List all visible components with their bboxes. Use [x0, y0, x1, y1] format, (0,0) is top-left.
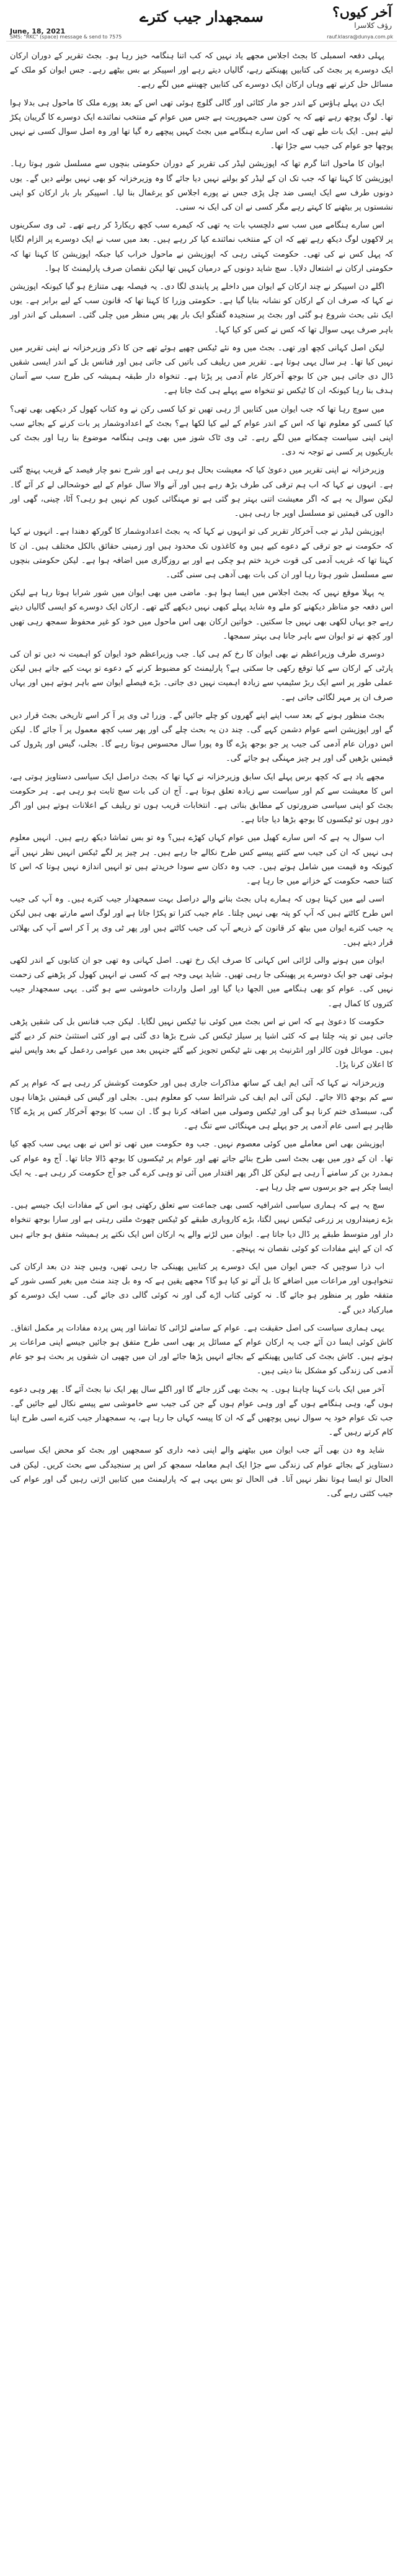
- article-paragraph: اپوزیشن بھی اس معاملے میں کوئی معصوم نہیں۔ جب وہ حکومت میں تھی تو اس نے بھی یہی سب کچھ کیا تھا۔ ان کے دور میں بھی بجٹ اسی طرح بنائے جاتے تھے اور عوام پر ٹیکسوں کا بوجھ ڈالا جاتا تھا۔ آج وہ عوام کی ہمدرد بن کر سامنے آ رہی ہے لیکن کل اگر پھر اقتدار میں آئی تو وہی کرے گی جو آج حکومت کر رہی ہے۔ یہ ایک ایسا چکر ہے جو برسوں سے چل رہا ہے۔: [10, 1140, 393, 1193]
- article-paragraph: اب ذرا سوچیں کہ جس ایوان میں ایک دوسرے پر کتابیں پھینکی جا رہی تھیں، وہیں چند دن بعد ارکان کی تنخواہوں اور مراعات میں اضافے کا بل آئے تو کیا ہو گا؟ مجھے یقین ہے کہ وہ بل چند منٹ میں بغیر کسی شور کے متفقہ طور پر منظور ہو جائے گا۔ نہ کوئی کتاب اڑے گی اور نہ کوئی گالی دی جائے گی۔ سب ایک دوسرے کو مبارکباد دیں گے۔: [10, 1262, 393, 1315]
- article-paragraph: پہلی دفعہ اسمبلی کا بجٹ اجلاس مجھے یاد نہیں کہ کب اتنا ہنگامہ خیز رہا ہو۔ بجٹ تقریر کے دوران ارکان ایک دوسرے پر بجٹ کی کتابیں پھینکتے رہے، گالیاں دیتے رہے اور اسپیکر بے بس بیٹھے رہے۔ جس ایوان کو ملک کے مسائل حل کرنے تھے وہاں ارکان ایک دوسرے کی کتابیں چھیننے میں لگے رہے۔: [10, 51, 393, 90]
- article-paragraph: حکومت کا دعویٰ ہے کہ اس نے اس بجٹ میں کوئی نیا ٹیکس نہیں لگایا۔ لیکن جب فنانس بل کی شقیں پڑھی جاتی ہیں تو پتہ چلتا ہے کہ کئی اشیا پر سیلز ٹیکس کی شرح بڑھا دی گئی ہے اور کئی استثنیٰ ختم کر دیے گئے ہیں۔ موبائل فون کالز اور انٹرنیٹ پر بھی نئے ٹیکس تجویز کیے گئے جنہیں بعد میں عوامی ردعمل کے بعد واپس لینے کا اعلان کرنا پڑا۔: [10, 1017, 393, 1070]
- article-paragraph: اب سوال یہ ہے کہ اس سارے کھیل میں عوام کہاں کھڑے ہیں؟ وہ تو بس تماشا دیکھ رہے ہیں۔ انہیں معلوم ہی نہیں کہ ان کی جیب سے کتنے پیسے کس طرح نکالے جا رہے ہیں۔ ہر چیز پر لگے ٹیکس انہیں نظر نہیں آتے کیونکہ وہ قیمت میں شامل ہوتے ہیں۔ جب وہ دکان سے سودا خریدتے ہیں تو انہیں اندازہ نہیں ہوتا کہ اس کا کتنا حصہ حکومت کے خزانے میں جا رہا ہے۔: [10, 833, 393, 886]
- article-paragraph: ایوان کا ماحول اتنا گرم تھا کہ اپوزیشن لیڈر کی تقریر کے دوران حکومتی بنچوں سے مسلسل شور ہوتا رہا۔ اپوزیشن کا کہنا تھا کہ جب تک ان کے لیڈر کو بولنے نہیں دیا جائے گا وہ وزیرخزانہ کو بھی نہیں بولنے دیں گے۔ یوں دونوں طرف سے ایک ایسی ضد چل پڑی جس نے پورے اجلاس کو یرغمال بنا لیا۔ اسپیکر بار بار ارکان کو اپنی نشستوں پر بیٹھنے کا کہتے رہے مگر کسی نے ان کی ایک نہ سنی۔: [10, 159, 393, 213]
- article-paragraph: اس سارے ہنگامے میں سب سے دلچسپ بات یہ تھی کہ کیمرے سب کچھ ریکارڈ کر رہے تھے۔ ٹی وی سکرینوں پر لاکھوں لوگ دیکھ رہے تھے کہ ان کے منتخب نمائندے کیا کر رہے ہیں۔ بعد میں سب نے ایک دوسرے پر الزام لگایا کہ پہل کس نے کی تھی۔ حکومت کہتی رہی کہ اپوزیشن نے ماحول خراب کیا جبکہ اپوزیشن کا کہنا تھا کہ حکومتی ارکان نے اشتعال دلایا۔ سچ شاید دونوں کے درمیان کہیں تھا لیکن نقصان صرف پارلیمنٹ کا ہوا۔: [10, 221, 393, 273]
- article-headline: سمجھدار جیب کترے: [140, 7, 264, 25]
- columnist-name: رؤف کلاسرا: [354, 21, 392, 30]
- article-paragraph: لیکن اصل کہانی کچھ اور تھی۔ بجٹ میں وہ نئے ٹیکس چھپے ہوئے تھے جن کا ذکر وزیرخزانہ نے اپنی تقریر میں نہیں کیا تھا۔ ہر سال یہی ہوتا ہے۔ تقریر میں ریلیف کی باتیں کی جاتی ہیں اور فنانس بل کے اندر ایسی شقیں ڈال دی جاتی ہیں جن کا بوجھ آخرکار عام آدمی پر پڑتا ہے۔ تنخواہ دار طبقہ ہمیشہ کی طرح سب سے آسان ہدف بنا رہا کیونکہ ان کا ٹیکس تو تنخواہ سے پہلے ہی کٹ جاتا ہے۔: [10, 343, 393, 396]
- article-paragraph: مجھے یاد ہے کہ کچھ برس پہلے ایک سابق وزیرخزانہ نے کہا تھا کہ بجٹ دراصل ایک سیاسی دستاویز ہوتی ہے، اس کا معیشت سے کم اور سیاست سے زیادہ تعلق ہوتا ہے۔ آج ان کی بات سچ ثابت ہو رہی ہے۔ ہر حکومت بجٹ کو اپنی سیاسی ضرورتوں کے مطابق بناتی ہے۔ انتخابات قریب ہوں تو ریلیف کے اعلانات ہوتے ہیں اور اگر دور ہوں تو ٹیکسوں کا بوجھ بڑھا دیا جاتا ہے۔: [10, 772, 393, 825]
- article-paragraph: ایوان میں ہونے والی لڑائی اس کہانی کا صرف ایک رخ تھی۔ اصل کہانی وہ تھی جو ان کتابوں کے اندر لکھی ہوئی تھی جو ایک دوسرے پر پھینکی جا رہی تھیں۔ شاید یہی وجہ ہے کہ کسی نے انہیں کھول کر پڑھنے کی زحمت نہیں کی۔ عوام کو بھی ہنگامے میں الجھا دیا گیا اور اصل واردات خاموشی سے ہو گئی۔ یہی سمجھدار جیب کتروں کا کمال ہے۔: [10, 955, 393, 1009]
- article-paragraph: بجٹ منظور ہونے کے بعد سب اپنے اپنے گھروں کو چلے جائیں گے۔ وزرا ٹی وی پر آ کر اسے تاریخی بجٹ قرار دیں گے اور اپوزیشن اسے عوام دشمن کہے گی۔ چند دن یہ بحث چلے گی اور پھر سب کچھ معمول پر آ جائے گا۔ لیکن اس دوران عام آدمی کی جیب پر جو بوجھ پڑے گا وہ پورا سال محسوس ہوتا رہے گا۔ بجلی، گیس اور پٹرول کی قیمتیں بڑھیں گی اور ہر چیز مہنگی ہو جائے گی۔: [10, 710, 393, 764]
- article-paragraph: سچ یہ ہے کہ ہماری سیاسی اشرافیہ کسی بھی جماعت سے تعلق رکھتی ہو، اس کے مفادات ایک جیسے ہیں۔ بڑے زمینداروں پر زرعی ٹیکس نہیں لگتا، بڑے کاروباری طبقے کو ٹیکس چھوٹ ملتی رہتی ہے اور سارا بوجھ تنخواہ دار اور متوسط طبقے پر ڈال دیا جاتا ہے۔ ایوان میں لڑنے والے یہ ارکان اس ایک نکتے پر ہمیشہ متفق ہو جاتے ہیں کہ ان کے اپنے مفادات کو کوئی نقصان نہ پہنچے۔: [10, 1201, 393, 1254]
- article-paragraph: آخر میں ایک بات کہنا چاہتا ہوں۔ یہ بجٹ بھی گزر جائے گا اور اگلے سال پھر ایک نیا بجٹ آئے گا۔ پھر وہی دعوے ہوں گے، وہی ہنگامے ہوں گے اور وہی عوام ہوں گے جن کی جیب سے خاموشی سے پیسے نکال لیے جائیں گے۔ جب تک عوام خود یہ سوال نہیں پوچھیں گے کہ ان کا پیسہ کہاں جا رہا ہے، یہ سمجھدار جیب کترے اسی طرح اپنا کام کرتے رہیں گے۔: [10, 1384, 393, 1438]
- column-logo: آخر کیوں؟: [332, 4, 392, 20]
- article-paragraph: وزیرخزانہ نے کہا کہ آئی ایم ایف کے ساتھ مذاکرات جاری ہیں اور حکومت کوشش کر رہی ہے کہ عوام پر کم سے کم بوجھ ڈالا جائے۔ لیکن آئی ایم ایف کی شرائط سب کو معلوم ہیں۔ بجلی اور گیس کی قیمتیں بڑھانا ہوں گی، سبسڈی ختم کرنا ہو گی اور ٹیکس وصولی میں اضافہ کرنا ہو گا۔ ان سب کا بوجھ آخرکار کس پر پڑے گا؟ ظاہر ہے اسی عام آدمی پر جو پہلے ہی مہنگائی سے تنگ ہے۔: [10, 1078, 393, 1131]
- article-paragraph: دوسری طرف وزیراعظم نے بھی ایوان کا رخ کم ہی کیا۔ جب وزیراعظم خود ایوان کو اہمیت نہ دیں تو ان کی پارٹی کے ارکان سے کیا توقع رکھی جا سکتی ہے؟ پارلیمنٹ کو مضبوط کرنے کے دعوے تو بہت کیے جاتے ہیں لیکن عملی طور پر اسے ایک ربڑ سٹیمپ سے زیادہ اہمیت نہیں دی جاتی۔ بڑے فیصلے ایوان سے باہر ہوتے ہیں اور یہاں صرف ان پر مہر لگائی جاتی ہے۔: [10, 649, 393, 702]
- article-paragraph: اسی لیے میں کہتا ہوں کہ ہمارے ہاں بجٹ بنانے والے دراصل بہت سمجھدار جیب کترے ہیں۔ وہ آپ کی جیب اس طرح کاٹتے ہیں کہ آپ کو پتہ بھی نہیں چلتا۔ عام جیب کترا تو پکڑا جاتا ہے اور لوگ اسے مارتے بھی ہیں لیکن یہ جیب کترے ایوان میں بیٹھ کر قانون کے ذریعے آپ کی جیب کاٹتے ہیں اور پھر ٹی وی پر آ کر اسے آپ کی بھلائی قرار دیتے ہیں۔: [10, 895, 393, 947]
- article-paragraph: میں سوچ رہا تھا کہ جب ایوان میں کتابیں اڑ رہی تھیں تو کیا کسی رکن نے وہ کتاب کھول کر دیکھی بھی تھی؟ کیا کسی کو معلوم تھا کہ اس کے اندر عوام کے لیے کیا لکھا ہے؟ بجٹ کے اعدادوشمار پر بات کرنے کے بجائے سب اپنی اپنی سیاست چمکانے میں لگے رہے۔ ٹی وی ٹاک شوز میں بھی وہی ہنگامہ موضوع بنا رہا اور بجٹ کی باریکیوں پر کسی نے توجہ نہ دی۔: [10, 404, 393, 458]
- article-paragraph: وزیرخزانہ نے اپنی تقریر میں دعویٰ کیا کہ معیشت بحال ہو رہی ہے اور شرح نمو چار فیصد کے قریب پہنچ گئی ہے۔ انہوں نے کہا کہ اب ہم ترقی کی طرف بڑھ رہے ہیں اور آنے والا سال عوام کے لیے خوشحالی لے کر آئے گا۔ لیکن سوال یہ ہے کہ اگر معیشت اتنی بہتر ہو گئی ہے تو مہنگائی کیوں کم نہیں ہو رہی؟ آٹا، چینی، گھی اور دالوں کی قیمتیں تو مسلسل اوپر جا رہی ہیں۔: [10, 466, 393, 519]
- article-paragraph: اپوزیشن لیڈر نے جب آخرکار تقریر کی تو انہوں نے کہا کہ یہ بجٹ اعدادوشمار کا گورکھ دھندا ہے۔ انہوں نے کہا کہ حکومت نے جو ترقی کے دعوے کیے ہیں وہ کاغذوں تک محدود ہیں اور زمینی حقائق بالکل مختلف ہیں۔ ان کا کہنا تھا کہ غریب آدمی کی قوت خرید ختم ہو چکی ہے اور بے روزگاری میں اضافہ ہوا ہے۔ لیکن حکومتی بنچوں سے مسلسل شور ہوتا رہا اور ان کی بات بھی آدھی ہی سنی گئی۔: [10, 527, 393, 580]
- article-paragraph: اگلے دن اسپیکر نے چند ارکان کے ایوان میں داخلے پر پابندی لگا دی۔ یہ فیصلہ بھی متنازع ہو گیا کیونکہ اپوزیشن نے کہا کہ صرف ان کے ارکان کو نشانہ بنایا گیا ہے۔ حکومتی وزرا کا کہنا تھا کہ قانون سب کے لیے برابر ہے۔ یوں ایک نئی بحث شروع ہو گئی اور بجٹ پر سنجیدہ گفتگو ایک بار پھر پس منظر میں چلی گئی۔ اسمبلی کے اندر اور باہر صرف یہی سوال تھا کہ کس نے کس کو کیا کہا۔: [10, 282, 393, 335]
- author-email[interactable]: rauf.klasra@dunya.com.pk: [327, 34, 393, 40]
- publish-date: June, 18, 2021: [10, 27, 66, 35]
- sms-instructions: SMS: "RKC" (space) message & send to 7575: [10, 34, 122, 40]
- column-header: [6, 4, 397, 42]
- article-paragraph: شاید وہ دن بھی آئے جب ایوان میں بیٹھنے والے اپنی ذمہ داری کو سمجھیں اور بجٹ کو محض ایک سیاسی دستاویز کے بجائے عوام کی زندگی سے جڑا ایک اہم معاملہ سمجھ کر اس پر سنجیدگی سے بحث کریں۔ لیکن فی الحال تو ایسا ہوتا نظر نہیں آتا۔ فی الحال تو بس یہی ہے کہ پارلیمنٹ میں کتابیں اڑتی رہیں گی اور عوام کی جیب کٹتی رہے گی۔: [10, 1446, 393, 1499]
- article-paragraph: یہی ہماری سیاست کی اصل حقیقت ہے۔ عوام کے سامنے لڑائی کا تماشا اور پس پردہ مفادات پر مکمل اتفاق۔ کاش کوئی ایسا دن آئے جب یہ ارکان عوام کے مسائل پر بھی اسی طرح متفق ہو جائیں جیسے اپنی مراعات پر ہوتے ہیں۔ کاش بجٹ کی کتابیں پھینکنے کے بجائے انہیں پڑھا جائے اور ان میں چھپی ان شقوں پر بحث ہو جو عام آدمی کی زندگی کو مشکل بنا دیتی ہیں۔: [10, 1323, 393, 1376]
- article-paragraph: ایک دن پہلے ہاؤس کے اندر جو مار کٹائی اور گالی گلوچ ہوئی تھی اس کے بعد پورے ملک کا ماحول ہی بدلا ہوا تھا۔ لوگ پوچھ رہے تھے کہ یہ کون سی جمہوریت ہے جس میں عوام کے منتخب نمائندے ایک دوسرے کا گریبان پکڑ لیتے ہیں۔ ایک بات طے تھی کہ اس سارے ہنگامے میں بجٹ کہیں پیچھے رہ گیا تھا اور وہ اصل سوال کسی نے نہیں پوچھا جو عوام کی جیب سے جڑا تھا۔: [10, 98, 393, 151]
- article-body: [6, 42, 397, 1501]
- contact-bar: [10, 33, 393, 41]
- article-paragraph: یہ پہلا موقع نہیں کہ بجٹ اجلاس میں ایسا ہوا ہو۔ ماضی میں بھی ایوان میں شور شرابا ہوتا رہا ہے لیکن اس دفعہ جو مناظر دیکھنے کو ملے وہ شاید پہلے کبھی نہیں دیکھے گئے تھے۔ ارکان ایک دوسرے کو ایسی گالیاں دیتے رہے جو یہاں لکھی بھی نہیں جا سکتیں۔ خواتین ارکان بھی اس ماحول میں خود کو غیر محفوظ سمجھ رہی تھیں اور کچھ نے تو ایوان سے باہر جانا ہی بہتر سمجھا۔: [10, 588, 393, 641]
